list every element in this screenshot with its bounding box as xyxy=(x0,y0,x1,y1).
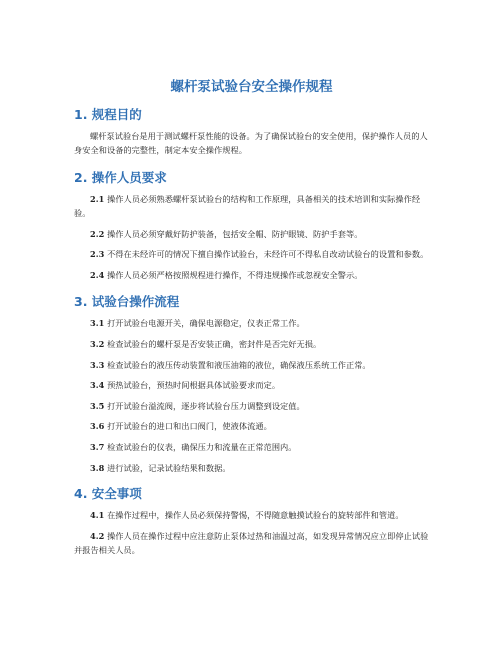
item-text: 打开试验台的进口和出口阀门，使液体流通。 xyxy=(107,421,272,432)
item-text: 检查试验台的液压传动装置和液压油箱的液位，确保液压系统工作正常。 xyxy=(107,359,371,370)
list-item xyxy=(74,192,429,221)
item-text: 操作人员必须穿戴好防护装备，包括安全帽、防护眼镜、防护手套等。 xyxy=(107,228,363,239)
list-item xyxy=(74,247,429,261)
list-item xyxy=(74,399,429,413)
list-item xyxy=(74,419,429,433)
item-number: 3.4 xyxy=(90,380,105,391)
item-number: 3.2 xyxy=(90,339,105,349)
list-item xyxy=(74,316,429,330)
item-number: 2.1 xyxy=(90,193,105,204)
item-text: 操作人员必须严格按照规程进行操作，不得违规操作或忽视安全警示。 xyxy=(107,270,363,280)
item-text: 检查试验台的仪表，确保压力和流量在正常范围内。 xyxy=(107,441,297,452)
section-heading-operator-requirements: 2. 操作人员要求 xyxy=(74,169,167,185)
item-number: 3.3 xyxy=(90,359,105,370)
item-text: 检查试验台的螺杆泵是否安装正确，密封件是否完好无损。 xyxy=(107,339,322,349)
list-item xyxy=(74,508,429,522)
list-item xyxy=(74,461,429,475)
list-item xyxy=(74,378,429,392)
item-number: 3.1 xyxy=(90,318,105,329)
item-number: 2.4 xyxy=(90,270,105,280)
item-text: 在操作过程中，操作人员必须保持警惕，不得随意触摸试验台的旋转部件和管道。 xyxy=(107,509,404,520)
list-item xyxy=(74,268,429,282)
list-item xyxy=(74,358,429,372)
item-number: 3.7 xyxy=(90,441,105,452)
item-number: 3.6 xyxy=(90,421,105,432)
section-paragraph-purpose: 螺杆泵试验台是用于测试螺杆泵性能的设备。为了确保试验台的安全使用，保护操作人员的人身安全和设备的完整性，制定本安全操作规程。 xyxy=(74,131,428,156)
section-heading-operation-procedure: 3. 试验台操作流程 xyxy=(74,294,180,310)
list-item xyxy=(74,337,429,351)
item-text: 不得在未经许可的情况下擅自操作试验台，未经许可不得私自改动试验台的设置和参数。 xyxy=(107,249,429,260)
item-text: 打开试验台电源开关，确保电源稳定，仪表正常工作。 xyxy=(107,318,305,329)
list-item xyxy=(74,227,429,241)
item-number: 2.3 xyxy=(90,249,105,260)
document-title: 螺杆泵试验台安全操作规程 xyxy=(170,79,333,95)
item-number: 4.2 xyxy=(90,530,105,541)
list-item xyxy=(74,529,429,558)
section-heading-safety-notes: 4. 安全事项 xyxy=(74,485,142,501)
item-text: 打开试验台溢流阀，逐步将试验台压力调整到设定值。 xyxy=(107,400,305,411)
item-number: 2.2 xyxy=(90,228,105,239)
item-text: 操作人员在操作过程中应注意防止泵体过热和油温过高，如发现异常情况应立即停止试验并报告相关人员。 xyxy=(74,530,429,555)
item-number: 3.5 xyxy=(90,400,105,411)
section-heading-purpose: 1. 规程目的 xyxy=(74,107,142,122)
item-text: 操作人员必须熟悉螺杆泵试验台的结构和工作原理，具备相关的技术培训和实际操作经验。 xyxy=(74,193,421,219)
item-text: 预热试验台，预热时间根据具体试验要求而定。 xyxy=(107,380,281,391)
item-number: 4.1 xyxy=(90,509,105,520)
item-text: 进行试验，记录试验结果和数据。 xyxy=(107,462,231,473)
item-number: 3.8 xyxy=(90,462,105,473)
list-item xyxy=(74,440,429,454)
